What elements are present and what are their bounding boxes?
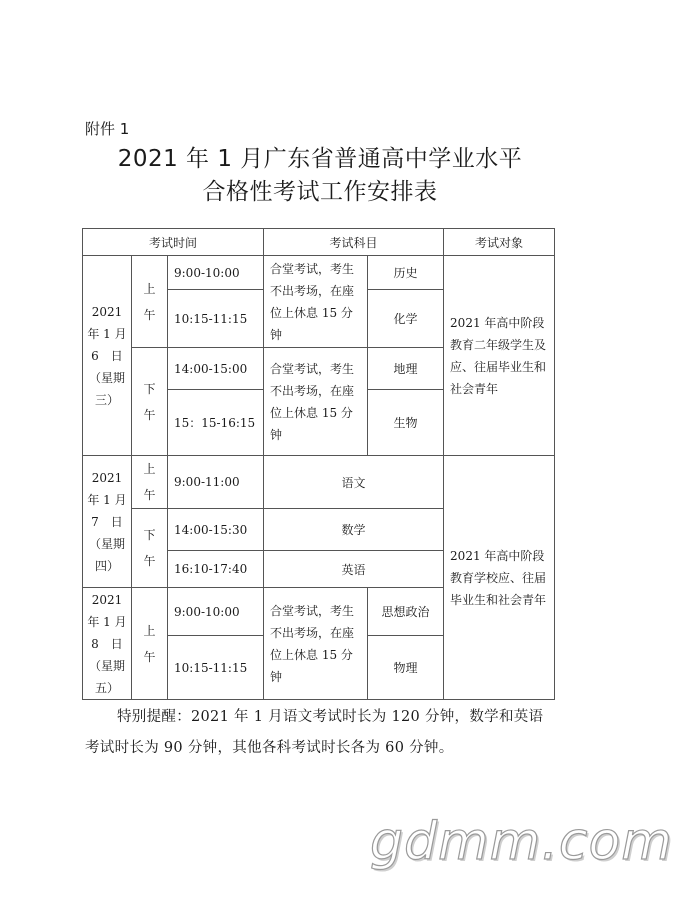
time-cell: 16:10-17:40 bbox=[168, 551, 264, 588]
in-class-note: 合堂考试，考生不出考场，在座位上休息 15 分钟 bbox=[264, 348, 368, 456]
date-cell-day2: 2021 年 1 月 7 日 （星期 四） bbox=[83, 456, 132, 588]
subject-cell: 数学 bbox=[264, 509, 444, 551]
subject-cell: 生物 bbox=[368, 390, 444, 456]
subject-cell: 物理 bbox=[368, 636, 444, 700]
target-cell-day1: 2021 年高中阶段教育二年级学生及应、往届毕业生和社会青年 bbox=[444, 256, 555, 456]
target-cell-day2-3: 2021 年高中阶段教育学校应、往届毕业生和社会青年 bbox=[444, 456, 555, 700]
subject-cell: 思想政治 bbox=[368, 588, 444, 636]
am-label: 上 午 bbox=[132, 256, 168, 348]
time-cell: 10:15-11:15 bbox=[168, 636, 264, 700]
time-cell: 9:00-11:00 bbox=[168, 456, 264, 509]
time-cell: 14:00-15:00 bbox=[168, 348, 264, 390]
header-target: 考试对象 bbox=[444, 229, 555, 256]
time-cell: 9:00-10:00 bbox=[168, 588, 264, 636]
subject-cell: 历史 bbox=[368, 256, 444, 290]
special-reminder: 特别提醒：2021 年 1 月语文考试时长为 120 分钟，数学和英语考试时长为 90 分钟，其他各科考试时长各为 60 分钟。 bbox=[85, 709, 544, 756]
annex-label: 附件 1 bbox=[85, 120, 130, 138]
time-cell: 10:15-11:15 bbox=[168, 290, 264, 348]
table-header-row bbox=[83, 229, 555, 256]
am-label: 上 午 bbox=[132, 456, 168, 509]
gdmm-watermark: gdmm.com bbox=[370, 812, 673, 872]
time-cell: 15：15-16:15 bbox=[168, 390, 264, 456]
date-cell-day3: 2021 年 1 月 8 日 （星期 五） bbox=[83, 588, 132, 700]
subject-cell: 语文 bbox=[264, 456, 444, 509]
pm-label: 下 午 bbox=[132, 348, 168, 456]
table-row bbox=[83, 256, 555, 290]
in-class-note: 合堂考试，考生不出考场，在座位上休息 15 分钟 bbox=[264, 588, 368, 700]
in-class-note: 合堂考试，考生不出考场，在座位上休息 15 分钟 bbox=[264, 256, 368, 348]
pm-label: 下 午 bbox=[132, 509, 168, 588]
exam-schedule-table bbox=[82, 228, 555, 700]
page-title-line2: 合格性考试工作安排表 bbox=[202, 179, 438, 205]
time-cell: 14:00-15:30 bbox=[168, 509, 264, 551]
subject-cell: 地理 bbox=[368, 348, 444, 390]
header-subject: 考试科目 bbox=[264, 229, 444, 256]
page-title-line1: 2021 年 1 月广东省普通高中学业水平 bbox=[117, 146, 523, 172]
am-label: 上 午 bbox=[132, 588, 168, 700]
date-cell-day1: 2021 年 1 月 6 日 （星期 三） bbox=[83, 256, 132, 456]
header-time: 考试时间 bbox=[83, 229, 264, 256]
subject-cell: 英语 bbox=[264, 551, 444, 588]
table-row bbox=[83, 456, 555, 509]
time-cell: 9:00-10:00 bbox=[168, 256, 264, 290]
subject-cell: 化学 bbox=[368, 290, 444, 348]
